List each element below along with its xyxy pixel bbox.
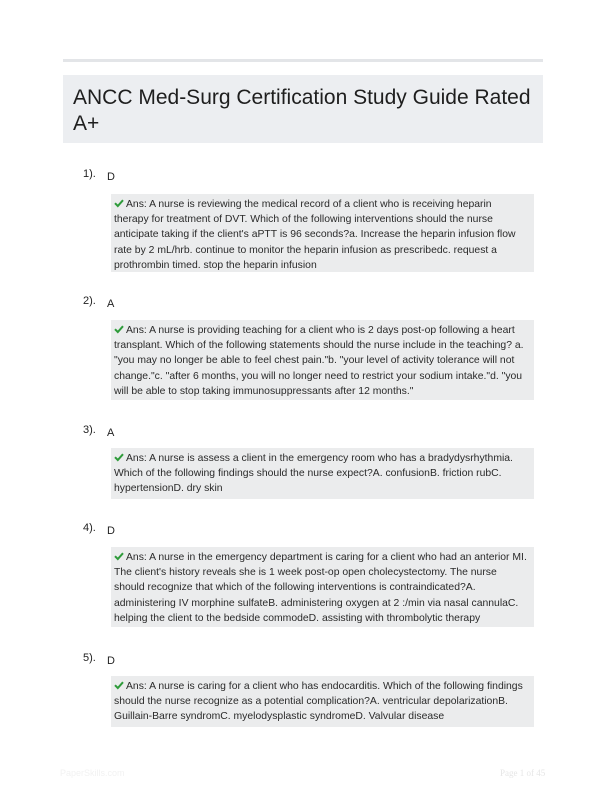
- question-number: 1).: [83, 168, 96, 180]
- title-banner: [63, 75, 543, 143]
- answer-box: [111, 547, 534, 627]
- question-number: 3).: [83, 424, 96, 436]
- check-icon: [114, 324, 124, 334]
- answer-text: Ans: A nurse is caring for a client who has endocarditis. Which of the following findings should the nurse recognize as a potential complication?A. ventricular depolarizationB. Guillain-Barre syndromC. myelodysplastic syndromeD. Valvular disease: [114, 681, 523, 723]
- answer-text: Ans: A nurse is reviewing the medical record of a client who is receiving heparin therapy for treatment of DVT. Which of the following interventions should the nurse anticipate taking if the client's aPTT is 96 seconds?a. Increase the heparin infusion flow rate by 2 mL/hrb. continue to monitor the heparin infusion as prescribedc. request a prothrombin timed. stop the heparin infusion: [114, 199, 516, 271]
- answer-text: Ans: A nurse is assess a client in the emergency room who has a bradydysrhythmia. Which of the following findings should the nurse expect?A. confusionB. friction rubC. hypertensionD. dry skin: [114, 453, 513, 495]
- answer-text: Ans: A nurse in the emergency department is caring for a client who had an anterior MI. The client's history reveals she is 1 week post-op open cholecystectomy. The nurse should recognize that which of the following interventions is contraindicated?A. administering IV morphine sulfateB. administering oxygen at 2 :/min via nasal cannulaC. helping the client to the bedside commodeD. assisting with thrombolytic therapy: [114, 552, 527, 624]
- check-icon: [114, 680, 124, 690]
- footer-site: PaperSkills.com: [60, 768, 125, 778]
- answer-letter: A: [107, 298, 115, 310]
- answer-letter: D: [107, 525, 115, 537]
- answer-letter: A: [107, 427, 115, 439]
- answer-box: [111, 448, 534, 499]
- page-title: ANCC Med-Surg Certification Study Guide Rated A+: [73, 86, 531, 135]
- check-icon: [114, 452, 124, 462]
- answer-box: [111, 320, 534, 400]
- answer-box: [111, 676, 534, 727]
- question-number: 2).: [83, 295, 96, 307]
- answer-letter: D: [107, 655, 115, 667]
- check-icon: [114, 551, 124, 561]
- top-divider: [63, 59, 543, 62]
- question-number: 5).: [83, 652, 96, 664]
- answer-box: [111, 194, 534, 272]
- answer-letter: D: [107, 171, 115, 183]
- answer-text: Ans: A nurse is providing teaching for a client who is 2 days post-op following a heart transplant. Which of the following statements should the nurse include in the teaching? a. "you may no longer be able to feel chest pain."b. "your level of activity tolerance will not change."c. "after 6 months, you will no longer need to restrict your sodium intake."d. "you will be able to stop taking immunosuppressants after 12 months.": [114, 325, 524, 397]
- question-number: 4).: [83, 522, 96, 534]
- page-number: Page 1 of 45: [500, 768, 546, 778]
- check-icon: [114, 198, 124, 208]
